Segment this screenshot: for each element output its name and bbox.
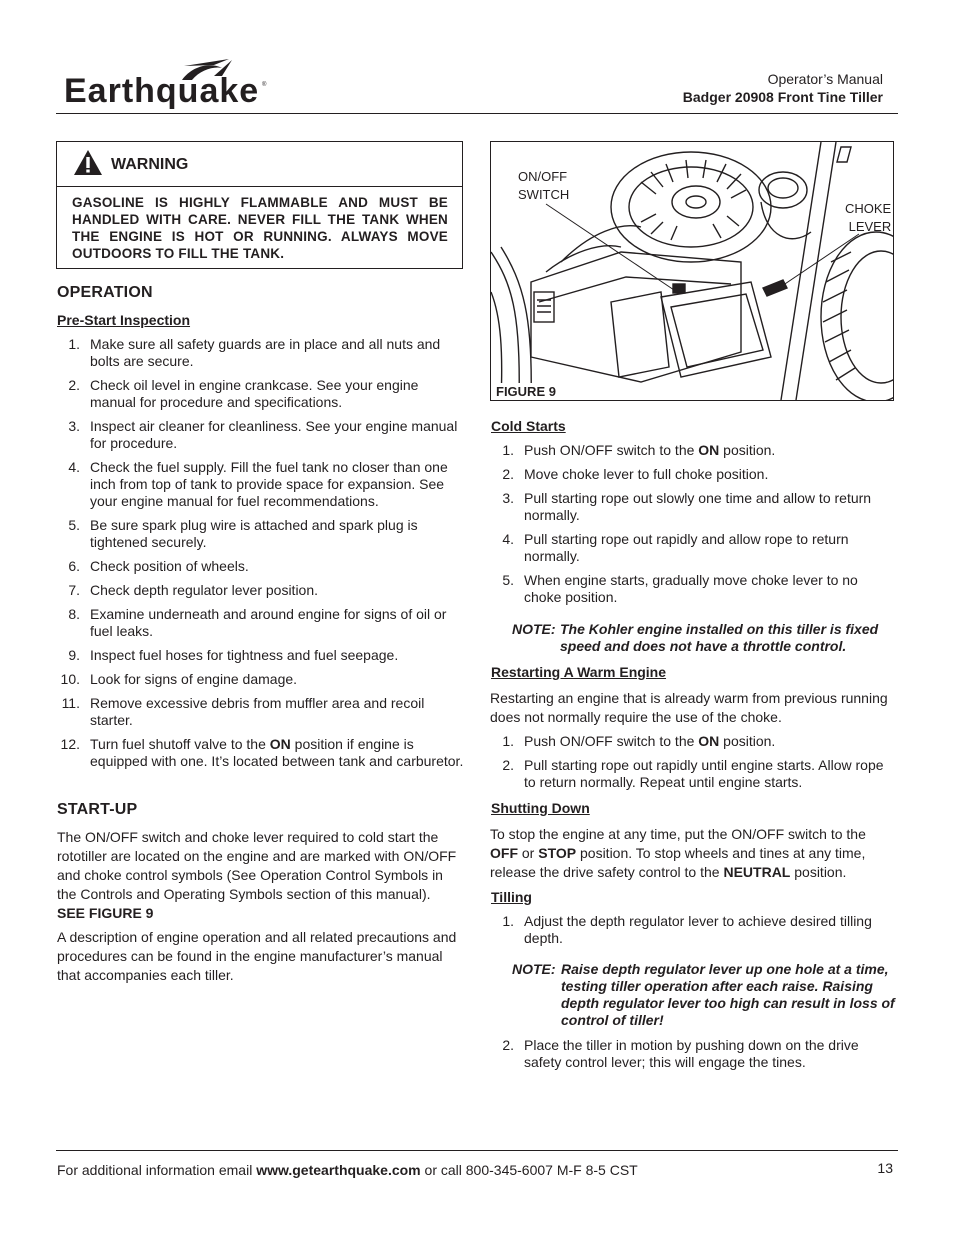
warning-header bbox=[57, 142, 462, 187]
tilling-heading: Tilling bbox=[491, 889, 532, 905]
tilling-note: NOTE: Raise depth regulator lever up one hole at a time, testing tiller operation after each raise. Raising depth regulator lever too high can result in loss of control of tiller! bbox=[512, 961, 895, 1028]
list-item: 10. Look for signs of engine damage. bbox=[60, 671, 298, 687]
restart-para: Restarting an engine that is already warm from previous running does not normally require the use of the choke. bbox=[490, 690, 888, 725]
brand-wordmark: Earthquake bbox=[64, 72, 260, 110]
list-item: 11. Remove excessive debris from muffler area and recoil starter. bbox=[61, 695, 425, 728]
see-figure-ref: SEE FIGURE 9 bbox=[57, 905, 154, 921]
list-item: 1. Push ON/OFF switch to the ON position. bbox=[502, 733, 776, 749]
warning-triangle-icon bbox=[73, 149, 103, 180]
warning-box bbox=[56, 141, 463, 269]
svg-text:®: ® bbox=[262, 82, 267, 88]
list-item: 5. When engine starts, gradually move choke lever to no choke position. bbox=[502, 572, 858, 605]
list-item: 4. Check the fuel supply. Fill the fuel tank no closer than one inch from top of tank to provide space for expansion. See your engine manual for fuel recommendations. bbox=[68, 459, 448, 509]
list-item: 5. Be sure spark plug wire is attached and spark plug is tightened securely. bbox=[68, 517, 418, 550]
footer-rule bbox=[56, 1150, 898, 1151]
tilling-list-2 bbox=[490, 1037, 898, 1078]
on-off-switch-label: ON/OFF SWITCH bbox=[518, 169, 570, 202]
cold-starts-list bbox=[490, 442, 898, 613]
prestart-heading: Pre-Start Inspection bbox=[57, 312, 191, 328]
header-rule bbox=[56, 113, 898, 114]
tilling-list-1 bbox=[490, 913, 898, 954]
page-number: 13 bbox=[877, 1160, 893, 1176]
figure-9 bbox=[490, 141, 894, 401]
startup-heading: START-UP bbox=[57, 801, 138, 818]
startup-para-2: A description of engine operation and all related precautions and procedures can be found in the engine manufacturer’s manual that accompanies each tiller. bbox=[57, 929, 457, 983]
footer-contact: For additional information email www.getearthquake.com or call 800-345-6007 M-F 8-5 CST bbox=[57, 1162, 638, 1178]
brand-logo bbox=[64, 58, 274, 114]
shutdown-heading: Shutting Down bbox=[491, 800, 590, 816]
website-link[interactable]: www.getearthquake.com bbox=[256, 1162, 421, 1178]
list-item: 9. Inspect fuel hoses for tightness and fuel seepage. bbox=[68, 647, 399, 663]
list-item: 2. Place the tiller in motion by pushing down on the drive safety control lever; this will engage the tines. bbox=[502, 1037, 859, 1070]
header-doc-info bbox=[683, 70, 883, 106]
doc-type: Operator’s Manual bbox=[767, 71, 883, 87]
warning-title: WARNING bbox=[111, 155, 189, 173]
list-item: 12. Turn fuel shutoff valve to the ON position if engine is equipped with one. It’s located between tank and carburetor. bbox=[60, 736, 464, 769]
list-item: 8. Examine underneath and around engine for signs of oil or fuel leaks. bbox=[68, 606, 447, 639]
prestart-list bbox=[56, 336, 466, 777]
operation-heading: OPERATION bbox=[57, 284, 153, 301]
list-item: 2. Move choke lever to full choke position. bbox=[502, 466, 769, 482]
list-item: 4. Pull starting rope out rapidly and allow rope to return normally. bbox=[502, 531, 849, 564]
restart-list bbox=[490, 733, 898, 798]
list-item: 1. Make sure all safety guards are in place and all nuts and bolts are secure. bbox=[68, 336, 441, 369]
list-item: 2. Pull starting rope out rapidly until engine starts. Allow rope to return normally. Repeat until engine starts. bbox=[502, 757, 884, 790]
model-title: Badger 20908 Front Tine Tiller bbox=[682, 89, 883, 105]
restart-heading: Restarting A Warm Engine bbox=[491, 664, 667, 680]
list-item: 2. Check oil level in engine crankcase. See your engine manual for procedure and specifications. bbox=[68, 377, 419, 410]
list-item: 1. Push ON/OFF switch to the ON position. bbox=[502, 442, 776, 458]
list-item: 6. Check position of wheels. bbox=[68, 558, 249, 574]
list-item: 3. Inspect air cleaner for cleanliness. See your engine manual for procedure. bbox=[68, 418, 458, 451]
startup-para-1: The ON/OFF switch and choke lever required to cold start the rototiller are located on the engine and are marked with ON/OFF and choke control symbols (See Operation Control Symbols in the Controls and Operating Symbols section of this manual). SEE FIGURE 9 bbox=[57, 829, 457, 921]
figure-caption: FIGURE 9 bbox=[496, 383, 560, 401]
cold-starts-heading: Cold Starts bbox=[491, 418, 566, 434]
cold-starts-note: NOTE: The Kohler engine installed on this tiller is fixed speed and does not have a throttle control. bbox=[512, 621, 879, 654]
choke-lever-label: CHOKE LEVER bbox=[845, 201, 892, 234]
shutdown-para: To stop the engine at any time, put the ON/OFF switch to the OFF or STOP position. To stop wheels and tines at any time, release the drive safety control to the NEUTRAL position. bbox=[490, 826, 866, 880]
warning-text: GASOLINE IS HIGHLY FLAMMABLE AND MUST BE HANDLED WITH CARE. NEVER FILL THE TANK WHEN THE ENGINE IS HOT OR RUNNING. ALWAYS MOVE OUTDOORS TO FILL THE TANK. bbox=[72, 195, 448, 261]
list-item: 1. Adjust the depth regulator lever to achieve desired tilling depth. bbox=[502, 913, 872, 946]
list-item: 7. Check depth regulator lever position. bbox=[68, 582, 319, 598]
list-item: 3. Pull starting rope out slowly one time and allow to return normally. bbox=[502, 490, 872, 523]
